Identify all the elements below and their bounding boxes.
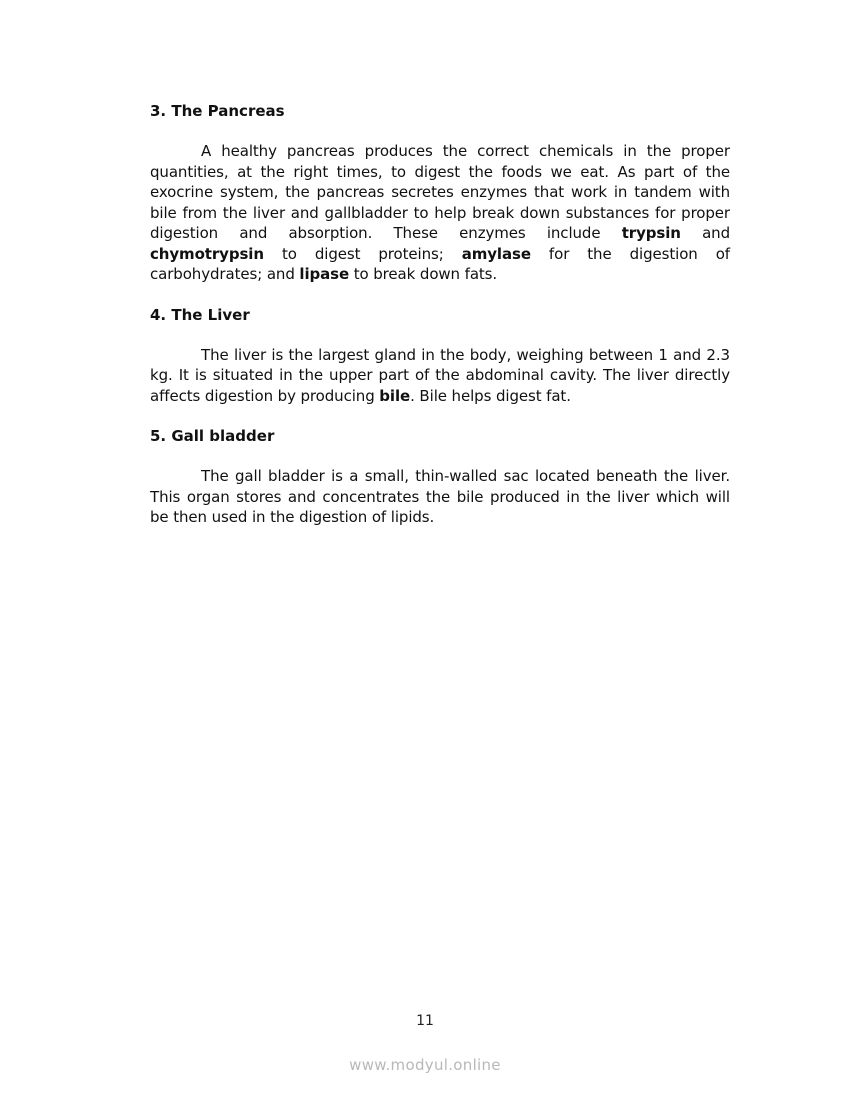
text-run: . Bile helps digest fat.: [410, 386, 571, 405]
section-paragraph: [150, 466, 730, 528]
bold-term: trypsin: [621, 224, 681, 242]
bold-term: amylase: [461, 244, 531, 263]
watermark: www.modyul.online: [349, 1056, 501, 1074]
section-paragraph: [150, 141, 730, 285]
bold-term: chymotrypsin: [150, 244, 264, 263]
section-paragraph: [150, 345, 730, 407]
section-heading: 5. Gall bladder: [150, 427, 275, 445]
text-run: to break down fats.: [349, 265, 498, 283]
text-run: to digest proteins;: [263, 244, 462, 263]
page-number: 11: [416, 1013, 434, 1029]
document-body: [150, 101, 730, 548]
bold-term: bile: [379, 386, 411, 405]
text-run: and: [680, 224, 730, 242]
bold-term: lipase: [299, 265, 350, 283]
text-run: The gall bladder is a small, thin-walled sac located beneath the liver. This organ stores and concentrates the bile produced in the liver which will be then used in the digestion of lipids.: [150, 467, 730, 526]
section-heading: 3. The Pancreas: [150, 102, 285, 120]
text-run: The liver is the largest gland in the body, weighing between 1 and 2.3 kg. It is situated in the upper part of the abdominal cavity. The liver directly affects digestion by producing: [150, 345, 730, 405]
text-run: for the digestion of carbohydrates; and: [150, 244, 730, 283]
text-run: A healthy pancreas produces the correct chemicals in the proper quantities, at the right times, to digest the foods we eat. As part of the exocrine system, the pancreas secretes enzymes that work in tandem with bile from the liver and gallbladder to help break down substances for proper digestion and absorption. These enzymes include: [150, 142, 730, 242]
section-heading: 4. The Liver: [150, 305, 250, 324]
